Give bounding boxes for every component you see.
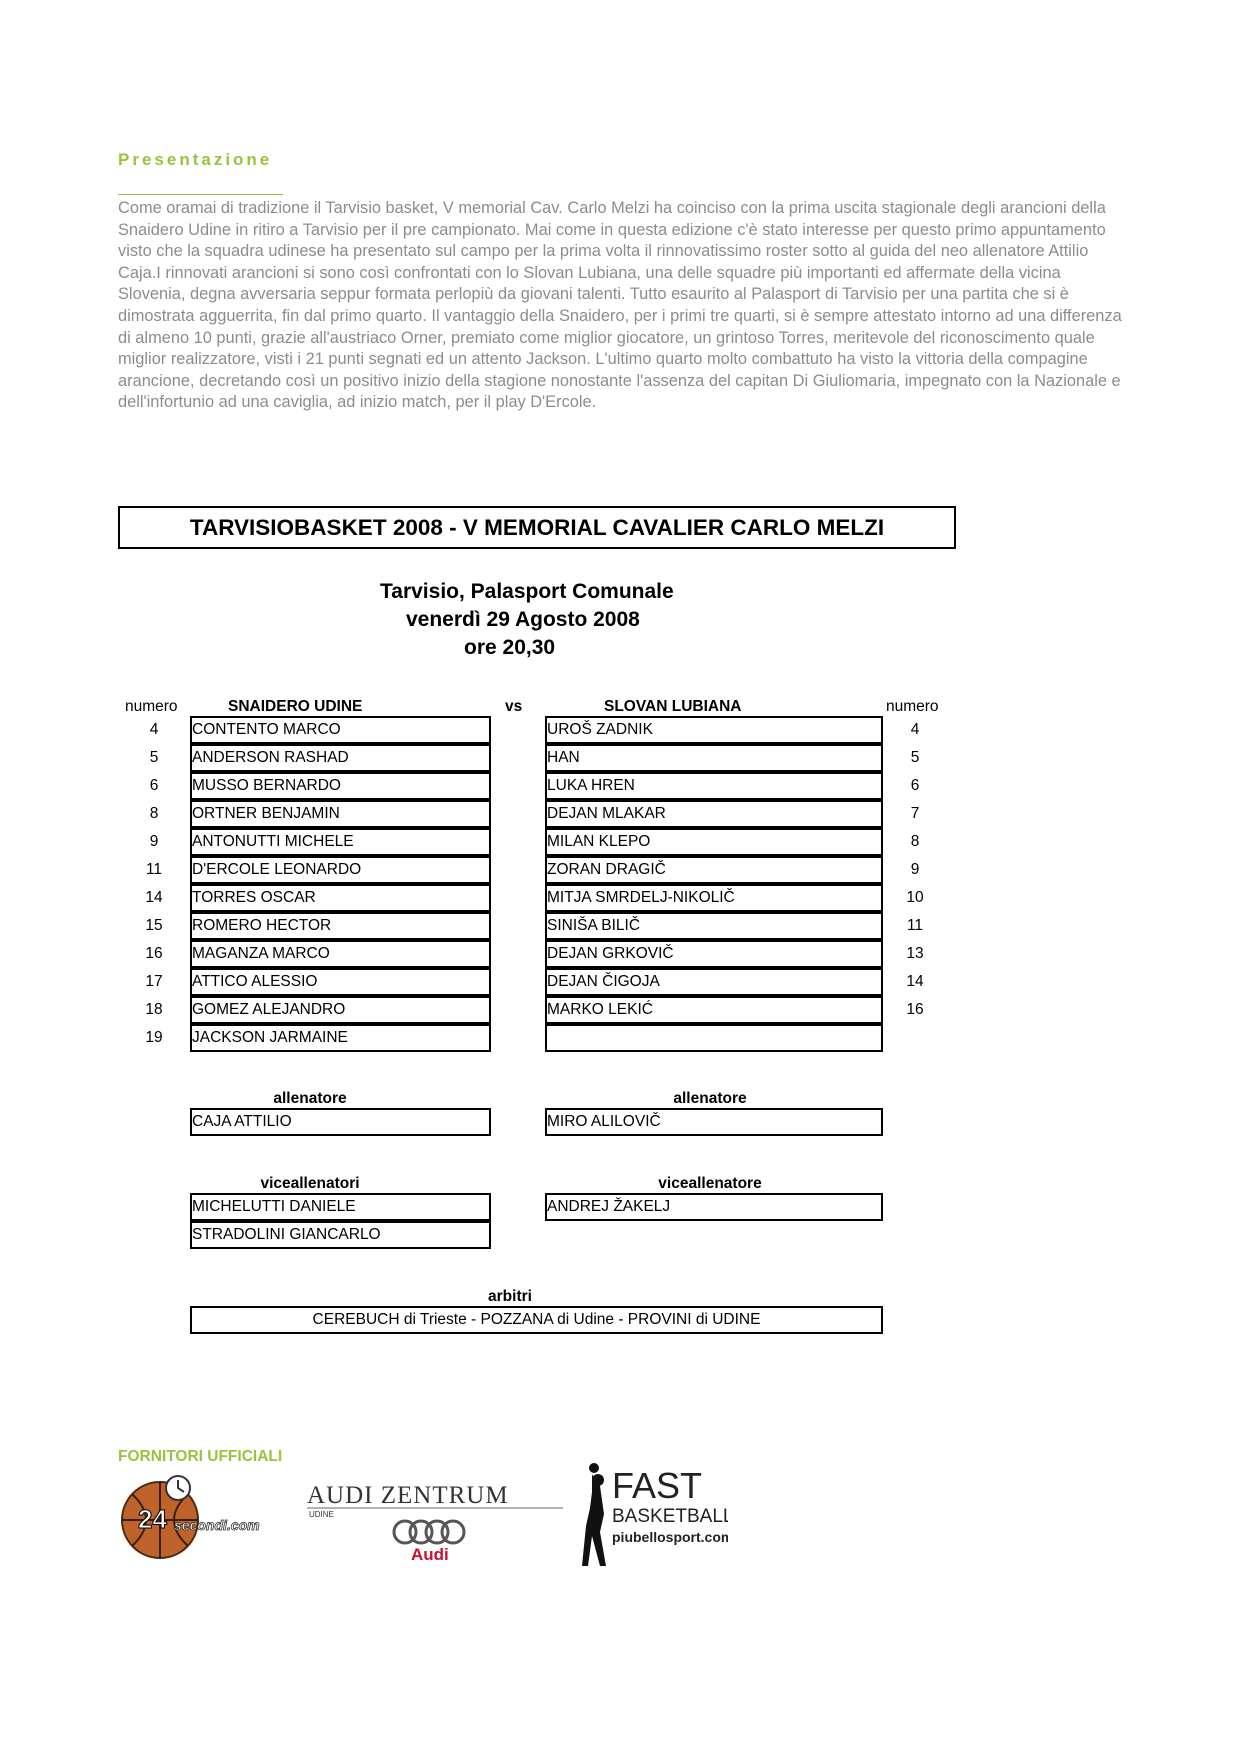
away-coach-label: allenatore [673,1090,747,1107]
home-player-number: 15 [145,917,163,934]
away-player-number: 7 [910,805,920,822]
home-player-number: 17 [145,973,163,990]
home-assistants-label: viceallenatori [260,1175,360,1192]
home-player-number: 5 [149,749,159,766]
home-number-header: numero [125,698,178,715]
away-coach: MIRO ALILOVIČ [545,1108,883,1136]
home-player-name: ANTONUTTI MICHELE [190,828,491,856]
intro-divider [118,194,283,195]
svg-text:FAST: FAST [612,1465,703,1506]
home-player-number: 19 [145,1029,163,1046]
away-player-number: 8 [910,833,920,850]
event-time: ore 20,30 [464,636,556,659]
home-player-number: 14 [145,889,163,906]
svg-text:secondi.com: secondi.com [174,1517,260,1533]
referees: CEREBUCH di Trieste - POZZANA di Udine - PROVINI di UDINE [190,1306,883,1334]
intro-title: Presentazione [118,150,273,169]
away-number-header: numero [886,698,939,715]
home-coach-label: allenatore [273,1090,347,1107]
away-assistant-label: viceallenatore [658,1175,762,1192]
home-team-name: SNAIDERO UDINE [228,698,363,715]
player-silhouette-icon [578,1462,728,1570]
logo-24secondi [120,1468,300,1568]
home-player-name: JACKSON JARMAINE [190,1024,491,1052]
home-player-name: ORTNER BENJAMIN [190,800,491,828]
home-assistant-1: MICHELUTTI DANIELE [190,1193,491,1221]
svg-text:24: 24 [138,1504,167,1534]
home-player-name: MUSSO BERNARDO [190,772,491,800]
event-title: TARVISIOBASKET 2008 - V MEMORIAL CAVALIER CARLO MELZI [118,506,956,549]
home-player-name: CONTENTO MARCO [190,716,491,744]
logo-audi-zentrum [305,1478,565,1564]
logo-fast-basketball [578,1462,728,1570]
away-player-name: SINIŠA BILIČ [545,912,883,940]
home-player-name: ANDERSON RASHAD [190,744,491,772]
home-player-name: MAGANZA MARCO [190,940,491,968]
vs-label: vs [505,698,523,715]
away-assistant: ANDREJ ŽAKELJ [545,1193,883,1221]
audi-rings-icon [305,1478,565,1564]
away-player-number: 13 [906,945,924,962]
home-player-number: 6 [149,777,159,794]
home-player-name: ROMERO HECTOR [190,912,491,940]
away-player-number: 10 [906,889,924,906]
away-player-name: DEJAN GRKOVIČ [545,940,883,968]
intro-text: Come oramai di tradizione il Tarvisio basket, V memorial Cav. Carlo Melzi ha coinciso con la prima uscita stagionale degli arancioni della Snaidero Udine in ritiro a Tarvisio per il pre campionato. Mai come in questa edizione c'è stato interesse per questo primo appuntamento visto che la squadra udinese ha presentato sul campo per la prima volta il rinnovatissimo roster sotto al guida del neo allenatore Attilio Caja.I rinnovati arancioni si sono così confrontati con lo Slovan Lubiana, una delle squadre più importanti ed affermate della vicina Slovenia, degna avversaria seppur formata perlopiù da giovani talenti. Tutto esaurito al Palasport di Tarvisio per una partita che si è dimostrata agguerrita, fin dal primo quarto. Il vantaggio della Snaidero, per i primi tre quarti, si è sempre attestato intorno ad una differenza di almeno 10 punti, grazie all'austriaco Orner, premiato come miglior giocatore, un grintoso Torres, meritevole del riconoscimento quale miglior realizzatore, visti i 21 punti segnati ed un attento Jackson. L'ultimo quarto molto combattuto ha visto la vittoria della compagine arancione, decretando così un positivo inizio della stagione nonostante l'assenza del capitan Di Giuliomaria, impegnato con la Nazionale e dell'infortunio ad una caviglia, ad inizio match, per il play D'Ercole. [118,199,1122,412]
away-player-name: HAN [545,744,883,772]
home-player-number: 4 [149,721,159,738]
home-player-number: 9 [149,833,159,850]
sponsors-title: FORNITORI UFFICIALI [118,1448,283,1465]
away-player-number: 6 [910,777,920,794]
home-assistant-2: STRADOLINI GIANCARLO [190,1221,491,1249]
away-player-number: 9 [910,861,920,878]
event-venue: Tarvisio, Palasport Comunale [380,580,674,603]
svg-text:UDINE: UDINE [309,1510,334,1519]
away-player-name: DEJAN MLAKAR [545,800,883,828]
home-player-name: GOMEZ ALEJANDRO [190,996,491,1024]
home-player-number: 16 [145,945,163,962]
home-player-name: D'ERCOLE LEONARDO [190,856,491,884]
svg-text:AUDI ZENTRUM: AUDI ZENTRUM [307,1482,509,1509]
svg-text:piubellosport.com: piubellosport.com [612,1529,728,1545]
away-player-name: LUKA HREN [545,772,883,800]
away-player-name: UROŠ ZADNIK [545,716,883,744]
away-player-name: DEJAN ČIGOJA [545,968,883,996]
home-player-name: ATTICO ALESSIO [190,968,491,996]
home-player-name: TORRES OSCAR [190,884,491,912]
home-player-number: 18 [145,1001,163,1018]
away-player-name: ZORAN DRAGIČ [545,856,883,884]
svg-text:Audi: Audi [411,1545,449,1564]
away-player-number: 5 [910,749,920,766]
away-player-number: 14 [906,973,924,990]
away-player-name: MILAN KLEPO [545,828,883,856]
away-team-name: SLOVAN LUBIANA [604,698,742,715]
away-player-number: 11 [906,917,924,934]
event-date: venerdì 29 Agosto 2008 [406,608,640,631]
home-coach: CAJA ATTILIO [190,1108,491,1136]
svg-text:BASKETBALL: BASKETBALL [612,1506,728,1527]
away-player-number: 16 [906,1001,924,1018]
home-player-number: 8 [149,805,159,822]
away-player-name: MARKO LEKIĆ [545,996,883,1024]
home-player-number: 11 [145,861,163,878]
referees-label: arbitri [488,1288,532,1305]
event-info [380,578,674,662]
basketball-icon [120,1468,300,1568]
away-player-name: MITJA SMRDELJ-NIKOLIČ [545,884,883,912]
away-player-number: 4 [910,721,920,738]
away-player-name [545,1024,883,1052]
